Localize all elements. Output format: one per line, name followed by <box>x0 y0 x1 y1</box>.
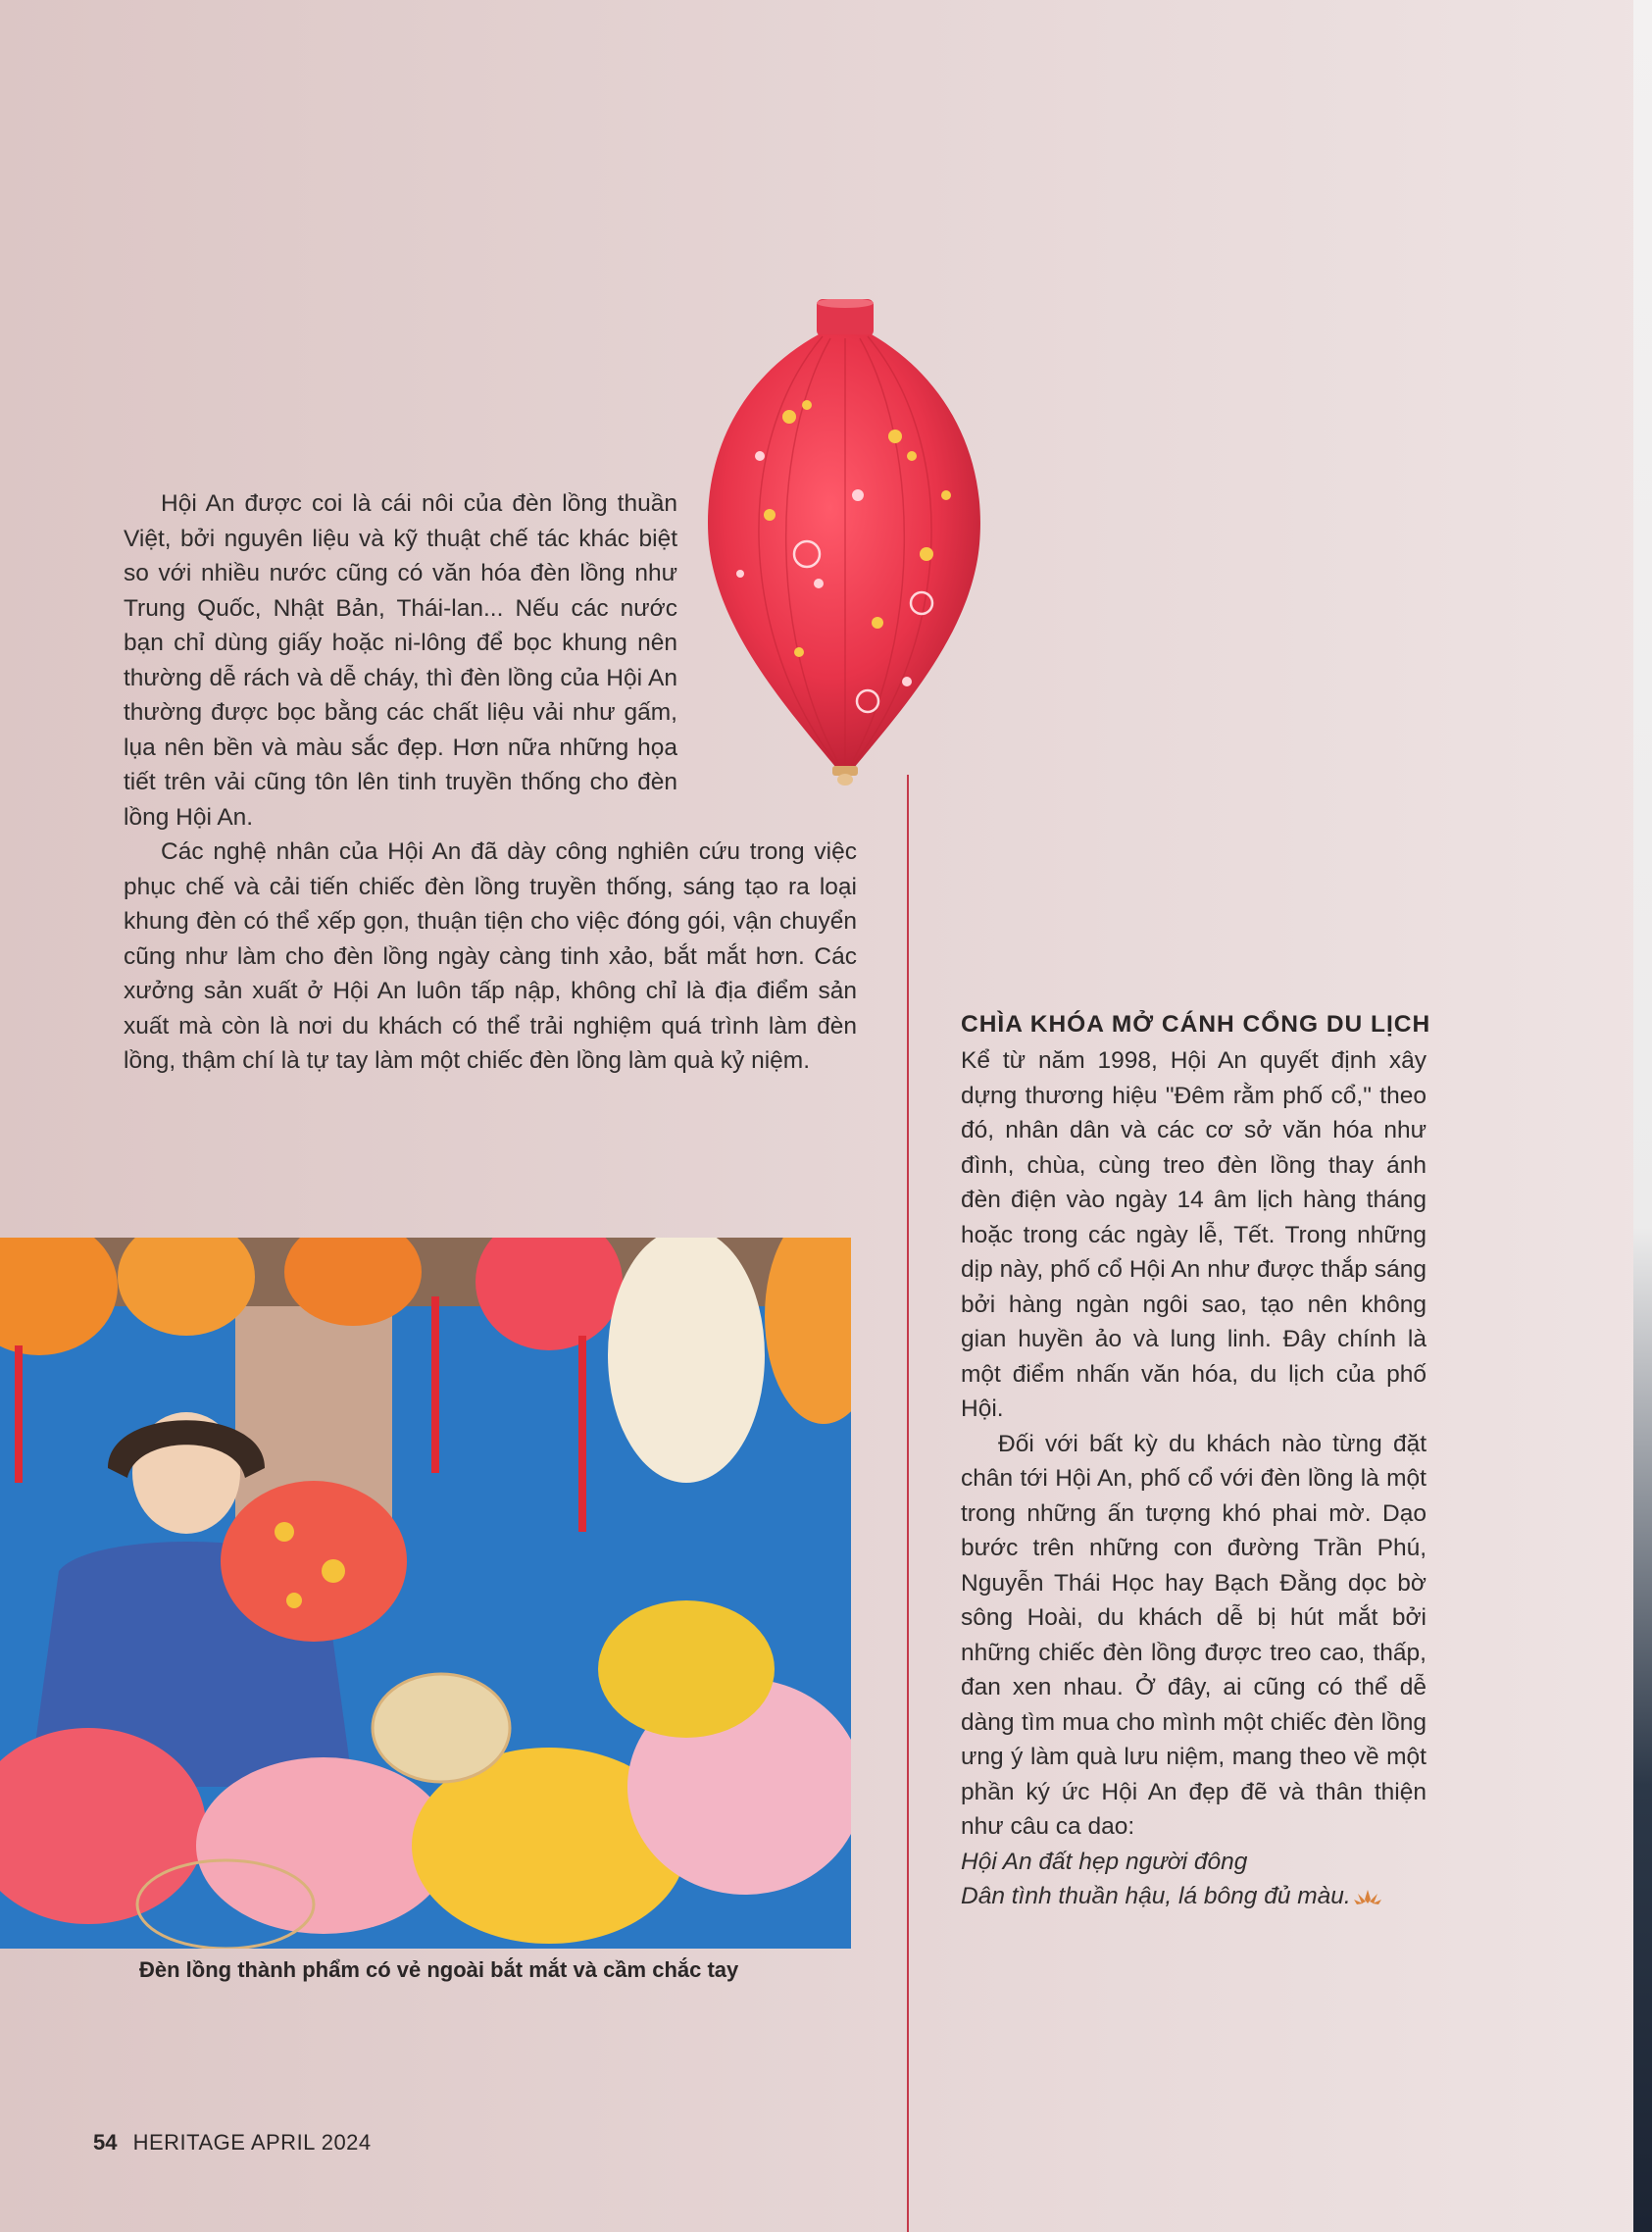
lotus-end-mark-icon <box>1353 1888 1382 1905</box>
poem-line-2 <box>961 1879 1427 1914</box>
red-lantern-illustration <box>701 299 985 789</box>
magazine-issue: HERITAGE APRIL 2024 <box>132 2130 372 2155</box>
intro-paragraph-1: Hội An được coi là cái nôi của đèn lồng thuần Việt, bởi nguyên liệu và kỹ thuật chế tác khác biệt so với nhiều nước cũng có văn hóa đèn lồng như Trung Quốc, Nhật Bản, Thái-lan... Nếu các nước bạn chỉ dùng giấy hoặc ni-lông để bọc khung nên thường dễ rách và dễ cháy, thì đèn lồng của Hội An thường được bọc bằng các chất liệu vải như gấm, lụa nên bền và màu sắc đẹp. Hơn nữa những họa tiết trên vải cũng tôn lên tinh truyền thống cho đèn lồng Hội An. <box>124 490 677 831</box>
photo-caption: Đèn lồng thành phẩm có vẻ ngoài bắt mắt và cầm chắc tay <box>139 1957 739 1982</box>
artisan-lantern-photo <box>0 1238 851 1949</box>
intro-text-block <box>124 486 857 1079</box>
intro-paragraph-2: Các nghệ nhân của Hội An đã dày công nghiên cứu trong việc phục chế và cải tiến chiếc đèn lồng truyền thống, sáng tạo ra loại khung đèn có thể xếp gọn, thuận tiện cho việc đóng gói, vận chuyển cũng như làm cho đèn lồng ngày càng tinh xảo, bắt mắt hơn. Các xưởng sản xuất ở Hội An luôn tấp nập, không chỉ là địa điểm sản xuất mà còn là nơi du khách có thể trải nghiệm quá trình làm đèn lồng, thậm chí là tự tay làm một chiếc đèn lồng làm quà kỷ niệm. <box>124 838 857 1074</box>
lantern-string <box>907 775 909 2232</box>
poem-line-2-text: Dân tình thuần hậu, lá bông đủ màu. <box>961 1883 1351 1909</box>
section-heading: CHÌA KHÓA MỞ CÁNH CỔNG DU LỊCH <box>961 1011 1431 1038</box>
section-text-block <box>961 1043 1427 1914</box>
section-paragraph-2: Đối với bất kỳ du khách nào từng đặt chân tới Hội An, phố cổ với đèn lồng là một trong những ấn tượng khó phai mờ. Dạo bước trên những con đường Trần Phú, Nguyễn Thái Học hay Bạch Đằng dọc bờ sông Hoài, du khách dễ bị hút mắt bởi những chiếc đèn lồng được treo cao, thấp, đan xen nhau. Ở đây, ai cũng có thể dễ dàng tìm mua cho mình một chiếc đèn lồng ưng ý làm quà lưu niệm, mang theo về một phần ký ức Hội An đẹp đẽ và thân thiện như câu ca dao: <box>961 1430 1427 1840</box>
poem-line-1: Hội An đất hẹp người đông <box>961 1848 1248 1875</box>
page-number: 54 <box>93 2130 118 2155</box>
section-paragraph-1: Kể từ năm 1998, Hội An quyết định xây dựng thương hiệu "Đêm rằm phố cổ," theo đó, nhân dân và các cơ sở văn hóa như đình, chùa, cùng treo đèn lồng thay ánh đèn điện vào ngày 14 âm lịch hàng tháng hoặc trong các ngày lễ, Tết. Trong những dịp này, phố cổ Hội An như được thắp sáng bởi hàng ngàn ngôi sao, tạo nên không gian huyền ảo và lung linh. Đây chính là một điểm nhấn văn hóa, du lịch của phố Hội. <box>961 1047 1427 1422</box>
page-edge-strip <box>1633 0 1652 2232</box>
page-footer <box>93 2130 372 2156</box>
